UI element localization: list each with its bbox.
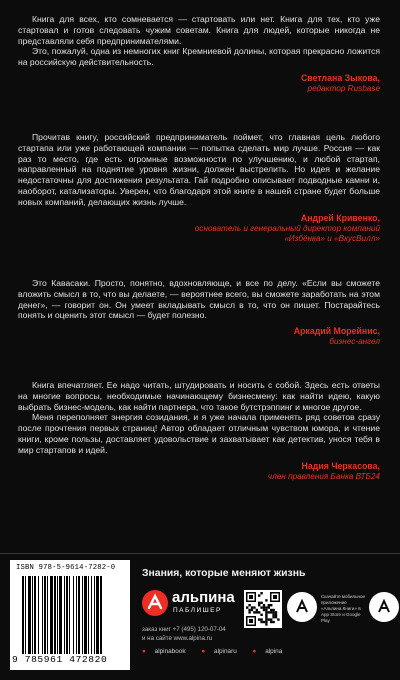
social-link-facebook[interactable]: ● alpinaru	[201, 648, 237, 655]
review-cherkasova	[18, 380, 380, 482]
review-paragraph: Это Кавасаки. Просто, понятно, вдохновляюще, и все по делу. «Если вы сможете вложить смысл в то, что вы делаете, — вероятнее всего, вы сможете заработать на этом денег», — говорит он. Он умеет вкладывать смысл в то, что он пишет. Постарайтесь понять и оценить этот смысл — будет полезно.	[18, 278, 380, 321]
review-paragraph: Книга для всех, кто сомневается — стартовать или нет. Книга для тех, кто уже стартовал и готов следовать чужим советам. Книга для людей, которые никогда не представляли себя предпринимателями.	[18, 14, 380, 46]
review-author-role: основатель и генеральный директор компаний «Избёнка» и «ВкусВилл»	[194, 223, 380, 243]
barcode-image	[22, 576, 122, 654]
isbn-barcode-block	[10, 560, 130, 670]
qr-code-icon	[244, 590, 282, 628]
instagram-icon: ●	[252, 648, 257, 655]
facebook-icon: ●	[201, 648, 206, 655]
review-author: Аркадий Морейнис,	[293, 326, 380, 337]
social-links	[142, 648, 296, 655]
publisher-tagline: Знания, которые меняют жизнь	[142, 568, 306, 579]
app-store-text: Скачайте мобильное приложение «Альпина.Книги» в App Store и Google Play	[321, 594, 365, 623]
app-icon-secondary	[369, 592, 399, 622]
footer-divider	[0, 553, 400, 554]
review-author-role: член правления Банка ВТБ24	[267, 471, 380, 481]
publisher-name: альпина	[172, 589, 235, 606]
barcode-digits: 9 785961 472820	[12, 654, 108, 665]
review-paragraph: Это, пожалуй, одна из немногих книг Кремниевой долины, которая прекрасно ложится на российскую действительность.	[18, 46, 380, 68]
review-author-role: редактор Rusbase	[307, 83, 380, 93]
social-link-vk[interactable]: ● alpinabook	[142, 648, 186, 655]
review-moreinis	[18, 278, 380, 347]
app-icon	[287, 592, 317, 622]
alpina-logo-icon	[142, 590, 168, 616]
publisher-subtitle: ПАБЛИШЕР	[173, 607, 222, 614]
social-link-instagram[interactable]: ● alpina	[252, 648, 283, 655]
publisher-logo	[142, 588, 235, 622]
review-paragraph: Прочитав книгу, российский предприниматель поймет, что главная цель любого стартапа или уже работающей компании — попытка сделать мир лучше. Россия — как раз то место, где есть огромные возможности по улучшению, и любой стартап, направленный на поднятие уровня жизни, должен выстрелить. Но идея и желание недостаточны для достижения результата. Гай подробно описывает подводные камни и, наоборот, катализаторы. Уверен, что благодаря этой книге в нашей стране будет больше новых компаний, делающих жизнь лучше.	[18, 132, 380, 207]
review-author: Надия Черкасова,	[301, 460, 380, 471]
publisher-contacts	[142, 626, 226, 643]
review-paragraph: Меня переполняет энергия созидания, и я уже начала применять ряд советов сразу после прочтения первых страниц! Автор обладает отличным чувством юмора, и чтение книги, кроме пользы, доставляет удовольствие и захватывает как детектив, унося тебя в мир стартапов и идей.	[18, 412, 380, 455]
order-phone: заказ книг +7 (495) 120-07-04	[142, 626, 226, 633]
review-author-role: бизнес-ангел	[329, 337, 380, 347]
review-zykova	[18, 14, 380, 94]
isbn-number: ISBN 978-5-9614-7282-0	[16, 564, 116, 572]
order-site: и на сайте www.alpina.ru	[142, 634, 213, 642]
review-paragraph: Книга впечатляет. Ее надо читать, штудировать и носить с собой. Здесь есть ответы на многие вопросы, необходимые начинающему бизнесмену: как найти идею, какую выбрать бизнес-модель, как найти партнера, что такое бутстрэппинг и многое другое.	[18, 380, 380, 412]
review-author: Андрей Кривенко,	[300, 212, 380, 223]
review-krivenko	[18, 132, 380, 244]
vk-icon: ●	[142, 648, 146, 655]
review-author: Светлана Зыкова,	[300, 72, 380, 83]
